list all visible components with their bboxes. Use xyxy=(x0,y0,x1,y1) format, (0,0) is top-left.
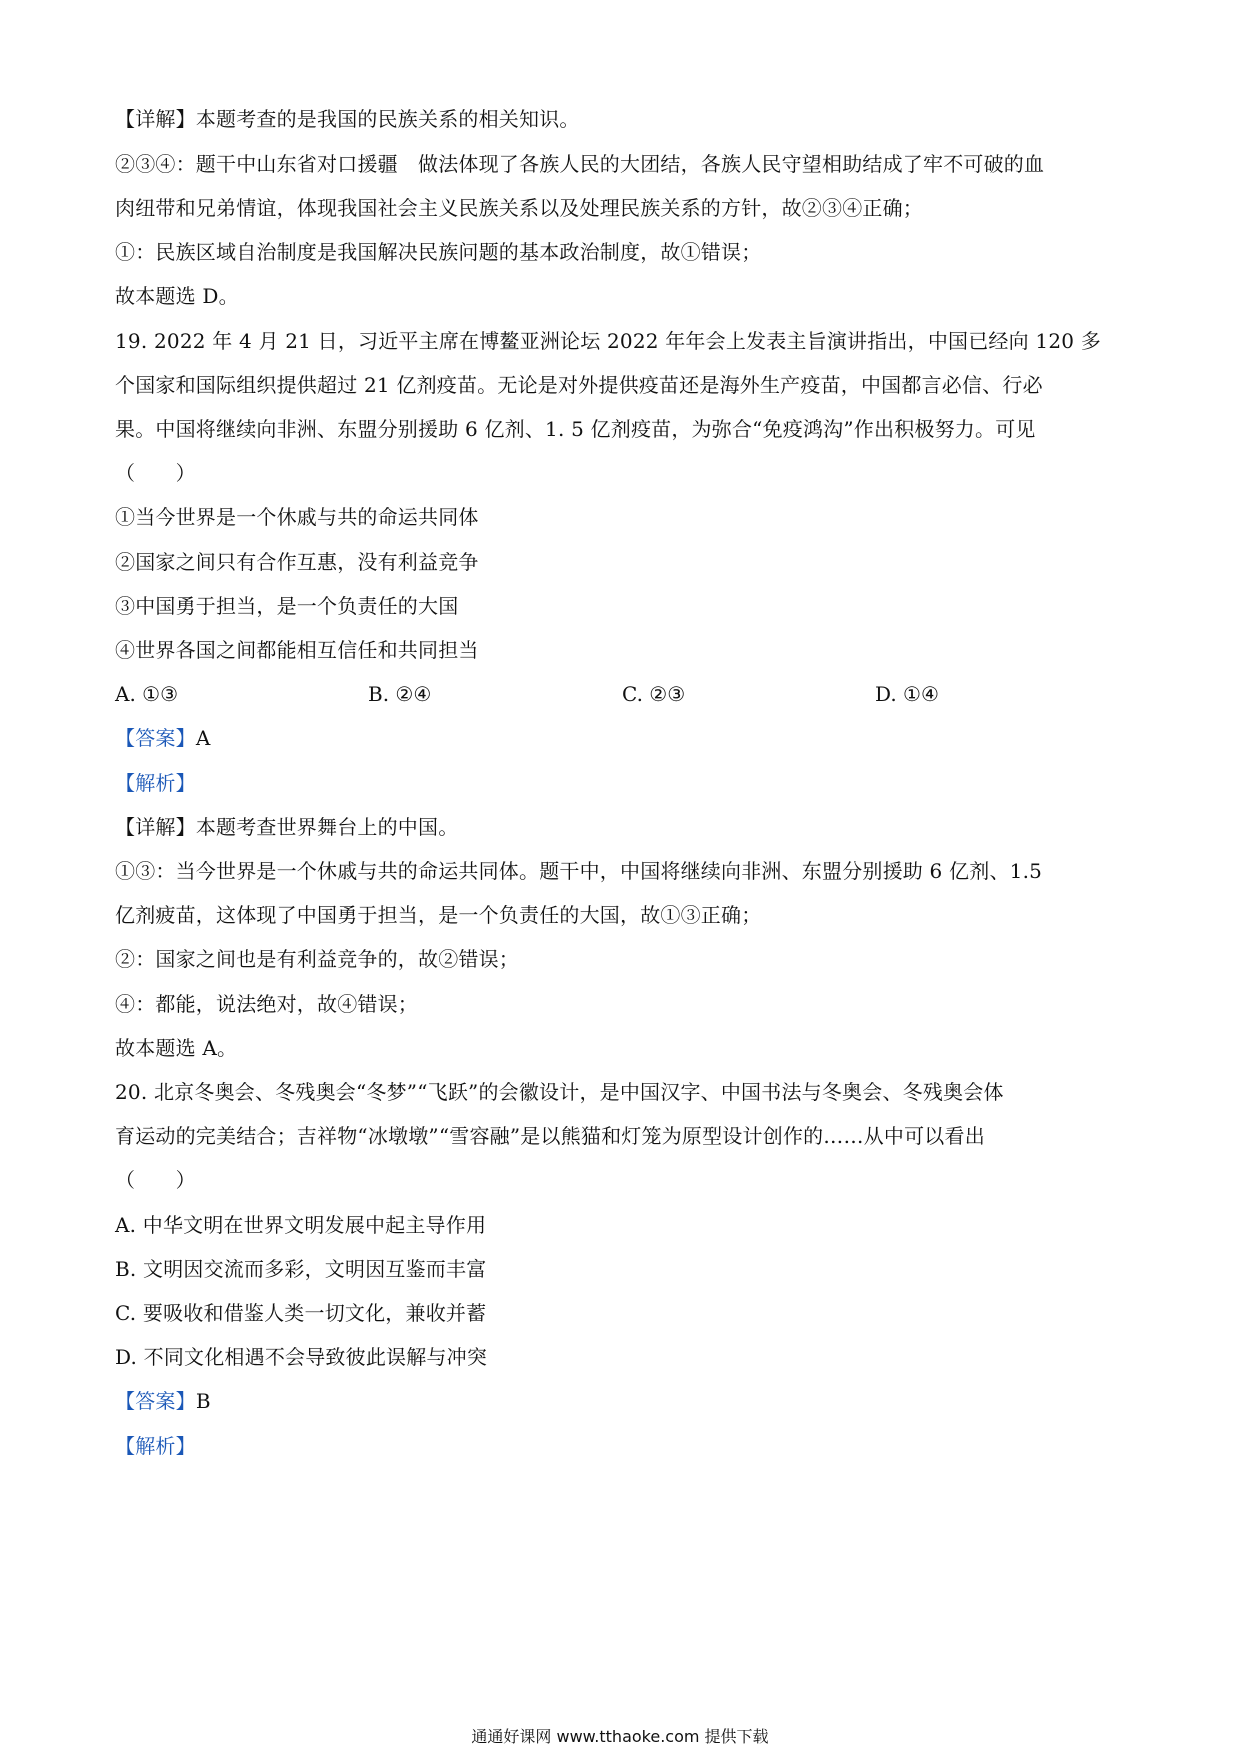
q18-detail-line xyxy=(115,105,1125,133)
q19-detail-tag: 【详解】 xyxy=(115,815,196,839)
q19-statement-2: ②国家之间只有合作互惠，没有利益竞争 xyxy=(115,550,479,574)
q18-conclusion: 故本题选 D。 xyxy=(115,284,239,308)
q19-detail-line xyxy=(115,813,1125,841)
q19-statement-3: ③中国勇于担当，是一个负责任的大国 xyxy=(115,594,459,618)
q18-explain-line-1: ②③④：题干中山东省对口援疆 做法体现了各族人民的大团结，各族人民守望相助结成了牢不可破的血 xyxy=(115,152,1045,176)
q20-option-d: D. 不同文化相遇不会导致彼此误解与冲突 xyxy=(115,1345,488,1369)
q20-answer-tag: 【答案】 xyxy=(115,1389,196,1413)
q20-answer-value: B xyxy=(195,1389,211,1413)
q19-conclusion: 故本题选 A。 xyxy=(115,1036,238,1060)
q19-explain-line-4: ④：都能，说法绝对，故④错误； xyxy=(115,992,418,1016)
q18-detail-text: 本题考查的是我国的民族关系的相关知识。 xyxy=(195,107,580,131)
q19-explain-line-3: ②：国家之间也是有利益竞争的，故②错误； xyxy=(115,947,519,971)
q20-option-b: B. 文明因交流而多彩，文明因互鉴而丰富 xyxy=(115,1257,487,1281)
q19-stem-line-3: 果。中国将继续向非洲、东盟分别援助 6 亿剂、1. 5 亿剂疫苗，为弥合“免疫鸿沟”作出积极努力。可见 xyxy=(115,417,1036,441)
q19-stem-line-2: 个国家和国际组织提供超过 21 亿剂疫苗。无论是对外提供疫苗还是海外生产疫苗，中国都言必信、行必 xyxy=(115,373,1043,397)
q19-statement-4: ④世界各国之间都能相互信任和共同担当 xyxy=(115,638,479,662)
q18-explain-line-2: 肉纽带和兄弟情谊，体现我国社会主义民族关系以及处理民族关系的方针，故②③④正确； xyxy=(115,196,923,220)
q19-bracket: （ ） xyxy=(115,461,196,485)
q19-explain-line-1: ①③：当今世界是一个休戚与共的命运共同体。题干中，中国将继续向非洲、东盟分别援助 6 亿剂、1.5 xyxy=(115,859,1043,883)
q20-stem-line-1: 20. 北京冬奥会、冬残奥会“冬梦”“飞跃”的会徽设计，是中国汉字、中国书法与冬奥会、冬残奥会体 xyxy=(115,1080,1004,1104)
q20-option-a: A. 中华文明在世界文明发展中起主导作用 xyxy=(115,1213,487,1237)
page-footer: 通通好课网 www.tthaoke.com 提供下载 xyxy=(471,1727,769,1746)
q19-stem-line-1: 19. 2022 年 4 月 21 日，习近平主席在博鳌亚洲论坛 2022 年年会上发表主旨演讲指出，中国已经向 120 多 xyxy=(115,329,1101,353)
q20-answer-line xyxy=(115,1387,1125,1415)
q19-option-b: B. ②④ xyxy=(368,682,432,706)
q20-bracket: （ ） xyxy=(115,1168,196,1192)
q18-explain-line-3: ①：民族区域自治制度是我国解决民族问题的基本政治制度，故①错误； xyxy=(115,240,762,264)
q19-option-d: D. ①④ xyxy=(875,682,939,706)
q20-option-c: C. 要吸收和借鉴人类一切文化，兼收并蓄 xyxy=(115,1301,487,1325)
q20-analysis-tag: 【解析】 xyxy=(115,1434,196,1458)
q19-detail-text: 本题考查世界舞台上的中国。 xyxy=(195,815,459,839)
q19-answer-tag: 【答案】 xyxy=(115,726,196,750)
q19-analysis-tag: 【解析】 xyxy=(115,771,196,795)
q19-statement-1: ①当今世界是一个休戚与共的命运共同体 xyxy=(115,505,479,529)
q19-option-c: C. ②③ xyxy=(622,682,686,706)
q19-answer-line xyxy=(115,724,1125,752)
q19-explain-line-2: 亿剂疲苗，这体现了中国勇于担当，是一个负责任的大国，故①③正确； xyxy=(115,903,762,927)
q20-stem-line-2: 育运动的完美结合；吉祥物“冰墩墩”“雪容融”是以熊猫和灯笼为原型设计创作的……从中可以看出 xyxy=(115,1124,985,1148)
q18-detail-tag: 【详解】 xyxy=(115,107,196,131)
q19-option-a: A. ①③ xyxy=(115,682,179,706)
q19-answer-value: A xyxy=(195,726,211,750)
